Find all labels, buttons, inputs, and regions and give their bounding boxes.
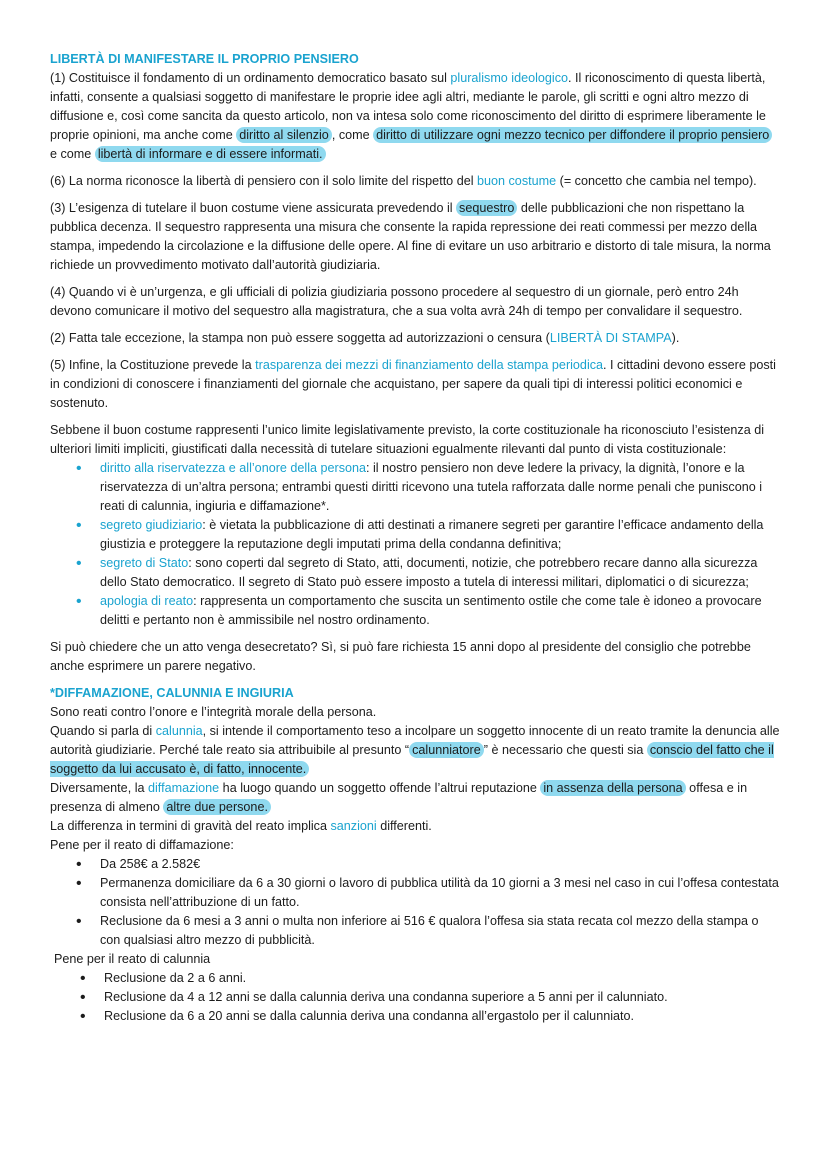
text: (5) Infine, la Costituzione prevede la — [50, 358, 256, 372]
keyword: apologia di reato — [100, 594, 194, 608]
paragraph-1 — [50, 69, 780, 164]
text: delle pubblicazioni che non rispettano la pubblica decenza. Il sequestro rappresenta una misura che consente la rapida repressione dei reati commessi per mezzo della stampa, impedendo la circolazione e la diffusione delle opere. Al fine di evitare un uso arbitrario e distorto di tale misura, la norma richiede un provvedimento motivato dall’autorità giudiziaria. — [50, 201, 771, 272]
highlight: calunniatore — [409, 742, 484, 758]
keyword: segreto giudiziario — [100, 518, 203, 532]
text: ” è necessario che questi sia — [483, 743, 647, 757]
paragraph-5 — [50, 356, 780, 413]
list-item: • Reclusione da 4 a 12 anni se dalla calunnia deriva una condanna superiore a 5 anni per il calunniato. — [104, 988, 780, 1007]
keyword: diffamazione — [148, 781, 220, 795]
list-item — [100, 516, 780, 554]
keyword: LIBERTÀ DI STAMPA — [549, 331, 672, 345]
text: Quando si parla di — [50, 724, 156, 738]
pene-diffamazione-title: Pene per il reato di diffamazione: — [50, 838, 234, 852]
text: , si intende il comportamento teso a incolpare un soggetto innocente di un reato tramite la denuncia alle autorità giudiziarie. Perché tale reato sia attribuibile al presunto “ — [50, 724, 780, 757]
paragraph-6 — [50, 172, 780, 191]
text: offesa e in presenza di almeno — [50, 781, 748, 814]
limits-list — [50, 459, 780, 630]
text: (1) Costituisce il fondamento di un ordinamento democratico basato sul — [50, 71, 451, 85]
paragraph-desecret: Si può chiedere che un atto venga desecretato? Sì, si può fare richiesta 15 anni dopo al presidente del consiglio che potrebbe anche esprimere un parere negativo. — [50, 640, 751, 673]
list-item — [100, 554, 780, 592]
line-calunnia — [50, 722, 780, 779]
text: La differenza in termini di gravità del reato implica — [50, 819, 331, 833]
pene-diffamazione-list — [50, 855, 780, 950]
text: : sono coperti dal segreto di Stato, atti, documenti, notizie, che potrebbero recare danno alla sicurezza dello Stato democratico. Il segreto di Stato può essere imposto a tutela di interessi militari, diplomatici o di sicurezza; — [100, 556, 758, 589]
text: ). — [671, 331, 680, 345]
line-sanzioni — [50, 817, 780, 836]
line-1: Sono reati contro l’onore e l’integrità morale della persona. — [50, 705, 377, 719]
pene-calunnia-title: Pene per il reato di calunnia — [54, 952, 211, 966]
keyword: segreto di Stato — [100, 556, 189, 570]
text: . I cittadini devono essere posti in condizioni di conoscere i finanziamenti del giornale che acquistano, per sapere da quali tipi di interessi politici economici e sostenuto. — [50, 358, 776, 410]
highlight: libertà di informare e di essere informati. — [95, 146, 326, 162]
list-item: • Permanenza domiciliare da 6 a 30 giorni o lavoro di pubblica utilità da 10 giorni a 3 mesi nel caso in cui l’offesa contestata consista nell’attribuzione di un fatto. — [100, 874, 780, 912]
section-title-liberta: LIBERTÀ DI MANIFESTARE IL PROPRIO PENSIERO — [50, 52, 359, 66]
pene-calunnia-list — [50, 969, 780, 1026]
text: . Il riconoscimento di questa libertà, infatti, consente a qualsiasi soggetto di manifestare le proprie idee agli altri, mediante le parole, gli scritti e ogni altro mezzo di diffusione e, così come sancita da questo articolo, non va intesa solo come riconoscimento del diritto di esprimere liberamente le proprie opinioni, ma anche come — [50, 71, 766, 142]
highlight: diritto al silenzio — [236, 127, 332, 143]
text: : il nostro pensiero non deve ledere la privacy, la dignità, l’onore e la riservatezza di un’altra persona; entrambi questi diritti ricevono una tutela rafforzata dalle norme penali che puniscono i reati di calunnia, ingiuria e diffamazione*. — [100, 461, 763, 513]
text: (= concetto che cambia nel tempo). — [556, 174, 757, 188]
text: e come — [50, 147, 95, 161]
highlight: diritto di utilizzare ogni mezzo tecnico per diffondere il proprio pensiero — [373, 127, 772, 143]
paragraph-3 — [50, 199, 780, 275]
paragraph-4: (4) Quando vi è un’urgenza, e gli ufficiali di polizia giudiziaria possono procedere al sequestro di un giornale, però entro 24h devono comunicare il motivo del sequestro alla magistratura, che a sua volta avrà 24h di tempo per convalidare il sequestro. — [50, 285, 743, 318]
line-diffamazione — [50, 779, 780, 817]
list-item: • Reclusione da 2 a 6 anni. — [104, 969, 780, 988]
highlight: conscio del fatto che il soggetto da lui accusato è, di fatto, innocente. — [50, 743, 774, 776]
text: (2) Fatta tale eccezione, la stampa non può essere soggetta ad autorizzazioni o censura ( — [50, 331, 550, 345]
highlight: in assenza della persona — [540, 780, 685, 796]
keyword: buon costume — [477, 174, 557, 188]
keyword: calunnia — [155, 724, 203, 738]
text: (3) L’esigenza di tutelare il buon costume viene assicurata prevedendo il — [50, 201, 457, 215]
paragraph-2 — [50, 329, 780, 348]
text: : rappresenta un comportamento che suscita un sentimento ostile che come tale è idoneo a provocare delitti e pertanto non è ammissibile nel nostro ordinamento. — [100, 594, 762, 627]
section-title-diffamazione: *DIFFAMAZIONE, CALUNNIA E INGIURIA — [50, 686, 294, 700]
list-item — [100, 592, 780, 630]
list-item: • Reclusione da 6 mesi a 3 anni o multa non inferiore ai 516 € qualora l’offesa sia stata recata col mezzo della stampa o con qualsiasi altro mezzo di pubblicità. — [100, 912, 780, 950]
limits-intro: Sebbene il buon costume rappresenti l’unico limite legislativamente previsto, la corte costituzionale ha riconosciuto l’esistenza di ulteriori limiti impliciti, giustificati dalla necessità di tutelare situazioni egualmente rilevanti dal punto di vista costituzionale: — [50, 423, 765, 456]
keyword: pluralismo ideologico — [450, 71, 569, 85]
text: ha luogo quando un soggetto offende l’altrui reputazione — [219, 781, 541, 795]
keyword: sanzioni — [330, 819, 377, 833]
keyword: diritto alla riservatezza e all’onore della persona — [100, 461, 367, 475]
text: , come — [331, 128, 374, 142]
highlight: altre due persone. — [163, 799, 271, 815]
list-item — [100, 459, 780, 516]
text: differenti. — [376, 819, 432, 833]
text: : è vietata la pubblicazione di atti destinati a rimanere segreti per garantire l’efficace andamento della giustizia e proteggere la reputazione degli imputati prima della condanna definitiva; — [100, 518, 764, 551]
list-item: • Reclusione da 6 a 20 anni se dalla calunnia deriva una condanna all’ergastolo per il calunniato. — [104, 1007, 780, 1026]
text: Diversamente, la — [50, 781, 148, 795]
text: (6) La norma riconosce la libertà di pensiero con il solo limite del rispetto del — [50, 174, 477, 188]
highlight: sequestro — [456, 200, 517, 216]
keyword: trasparenza dei mezzi di finanziamento della stampa periodica — [255, 358, 604, 372]
list-item: • Da 258€ a 2.582€ — [100, 855, 780, 874]
